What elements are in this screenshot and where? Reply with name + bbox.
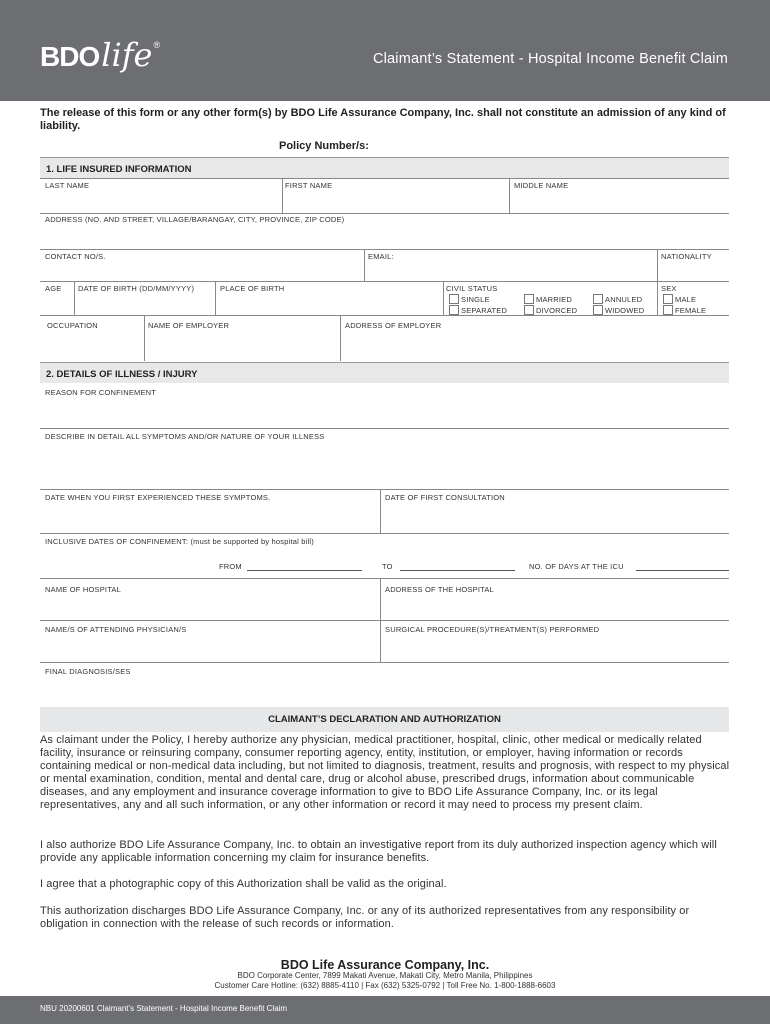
bdo-life-logo bbox=[40, 36, 160, 74]
separated-checkbox[interactable] bbox=[449, 305, 459, 315]
symptoms-label: DESCRIBE IN DETAIL ALL SYMPTOMS AND/OR NATURE OF YOUR ILLNESS bbox=[45, 432, 325, 441]
rule bbox=[40, 213, 729, 214]
employer-address-label: ADDRESS OF EMPLOYER bbox=[345, 321, 442, 330]
icu-days-label: NO. OF DAYS AT THE ICU bbox=[529, 562, 624, 571]
to-date-line[interactable] bbox=[400, 570, 515, 571]
occupation-label: OCCUPATION bbox=[47, 321, 98, 330]
rule bbox=[40, 281, 729, 282]
section-life-insured-header: 1. LIFE INSURED INFORMATION bbox=[40, 157, 729, 178]
company-name: BDO Life Assurance Company, Inc. bbox=[280, 958, 490, 972]
rule bbox=[40, 578, 729, 579]
declaration-header: CLAIMANT’S DECLARATION AND AUTHORIZATION bbox=[40, 707, 729, 732]
married-checkbox[interactable] bbox=[524, 294, 534, 304]
rule bbox=[657, 249, 658, 315]
from-label: FROM bbox=[219, 562, 242, 571]
single-label: SINGLE bbox=[461, 295, 490, 304]
female-checkbox[interactable] bbox=[663, 305, 673, 315]
logo-registered-mark: ® bbox=[153, 40, 161, 50]
annuled-checkbox[interactable] bbox=[593, 294, 603, 304]
rule bbox=[40, 489, 729, 490]
declaration-paragraph-3: I agree that a photographic copy of this Authorization shall be valid as the original. bbox=[40, 878, 447, 890]
civil-status-label: CIVIL STATUS bbox=[446, 284, 498, 293]
physicians-label: NAME/S OF ATTENDING PHYSICIAN/S bbox=[45, 625, 187, 634]
rule bbox=[144, 315, 145, 361]
liability-disclaimer: The release of this form or any other form(s) by BDO Life Assurance Company, Inc. shall not constitute an admission of any kind of liability. bbox=[40, 107, 726, 132]
section-illness-header: 2. DETAILS OF ILLNESS / INJURY bbox=[40, 362, 729, 383]
rule bbox=[364, 249, 365, 281]
rule bbox=[40, 662, 729, 663]
company-hotline: Customer Care Hotline: (632) 8885-4110 | Fax (632) 5325-0792 | Toll Free No. 1-800-1888-6603 bbox=[214, 981, 556, 990]
surgical-procedure-label: SURGICAL PROCEDURE(S)/TREATMENT(S) PERFORMED bbox=[385, 625, 600, 634]
rule bbox=[380, 489, 381, 533]
first-consultation-label: DATE OF FIRST CONSULTATION bbox=[385, 493, 505, 502]
rule bbox=[282, 178, 283, 213]
middle-name-label: MIDDLE NAME bbox=[514, 181, 569, 190]
contact-label: CONTACT NO/S. bbox=[45, 252, 106, 261]
icu-days-line[interactable] bbox=[636, 570, 729, 571]
rule bbox=[40, 249, 729, 250]
married-label: MARRIED bbox=[536, 295, 572, 304]
employer-name-label: NAME OF EMPLOYER bbox=[148, 321, 230, 330]
hospital-name-label: NAME OF HOSPITAL bbox=[45, 585, 121, 594]
age-label: AGE bbox=[45, 284, 62, 293]
form-code: NBU 20200601 Claimant’s Statement - Hospital Income Benefit Claim bbox=[40, 1004, 288, 1013]
rule bbox=[40, 428, 729, 429]
header-banner bbox=[0, 0, 770, 101]
reason-label: REASON FOR CONFINEMENT bbox=[45, 388, 157, 397]
policy-number-label: Policy Number/s: bbox=[279, 140, 369, 152]
rule bbox=[40, 533, 729, 534]
first-name-label: FIRST NAME bbox=[285, 181, 333, 190]
rule bbox=[509, 178, 510, 213]
widowed-label: WIDOWED bbox=[605, 306, 645, 315]
declaration-paragraph-2: I also authorize BDO Life Assurance Company, Inc. to obtain an investigative report from its duly authorized inspection agency which will provide any applicable information concerning my claim for insurance benefits. bbox=[40, 839, 717, 864]
address-label: ADDRESS (NO. AND STREET, VILLAGE/BARANGAY, CITY, PROVINCE, ZIP CODE) bbox=[45, 215, 345, 224]
rule bbox=[443, 281, 444, 315]
form-title: Claimant’s Statement - Hospital Income Benefit Claim bbox=[372, 51, 728, 67]
rule bbox=[340, 315, 341, 361]
widowed-checkbox[interactable] bbox=[593, 305, 603, 315]
claim-form bbox=[40, 155, 729, 688]
male-checkbox[interactable] bbox=[663, 294, 673, 304]
dob-label: DATE OF BIRTH (DD/MM/YYYY) bbox=[78, 284, 195, 293]
divorced-checkbox[interactable] bbox=[524, 305, 534, 315]
sex-label: SEX bbox=[661, 284, 677, 293]
rule bbox=[40, 178, 729, 179]
nationality-label: NATIONALITY bbox=[661, 252, 712, 261]
rule bbox=[215, 281, 216, 315]
female-label: FEMALE bbox=[675, 306, 707, 315]
logo-life-text: life bbox=[101, 36, 153, 74]
email-label: EMAIL: bbox=[368, 252, 394, 261]
last-name-label: LAST NAME bbox=[45, 181, 90, 190]
male-label: MALE bbox=[675, 295, 697, 304]
to-label: TO bbox=[382, 562, 393, 571]
final-diagnosis-label: FINAL DIAGNOSIS/SES bbox=[45, 667, 131, 676]
footer-banner bbox=[0, 996, 770, 1024]
rule bbox=[40, 620, 729, 621]
rule bbox=[74, 281, 75, 315]
divorced-label: DIVORCED bbox=[536, 306, 578, 315]
single-checkbox[interactable] bbox=[449, 294, 459, 304]
hospital-address-label: ADDRESS OF THE HOSPITAL bbox=[385, 585, 494, 594]
declaration-paragraph-4: This authorization discharges BDO Life Assurance Company, Inc. or any of its authorized representatives from any responsibility or obligation in connection with the release of such records or information. bbox=[40, 905, 690, 930]
declaration-paragraph-1: As claimant under the Policy, I hereby authorize any physician, medical practitioner, hospital, clinic, other medical or medically related facility, insurance or reinsuring company, consumer reporting agency, entity, institution, or employer, having information or records containing medical or non-medical data including, but not limited to diagnosis, treatment, results and prognosis, with respect to my physical or mental examination, condition, mental and dental care, drug or alcohol abuse, prescribed drugs, information about communicable diseases, and any employment and insurance coverage information to give to BDO Life Assurance Company, Inc. or its legal representatives, any and all such information, or any other information or record it may need to process my present claim. bbox=[40, 734, 730, 811]
annuled-label: ANNULED bbox=[605, 295, 643, 304]
confinement-dates-label: INCLUSIVE DATES OF CONFINEMENT: (must be supported by hospital bill) bbox=[45, 537, 314, 546]
first-symptoms-date-label: DATE WHEN YOU FIRST EXPERIENCED THESE SYMPTOMS. bbox=[45, 493, 271, 502]
from-date-line[interactable] bbox=[247, 570, 362, 571]
pob-label: PLACE OF BIRTH bbox=[220, 284, 285, 293]
company-address: BDO Corporate Center, 7899 Makati Avenue, Makati City, Metro Manila, Philippines bbox=[237, 971, 533, 980]
logo-bdo-text: BDO bbox=[40, 41, 100, 72]
separated-label: SEPARATED bbox=[461, 306, 508, 315]
